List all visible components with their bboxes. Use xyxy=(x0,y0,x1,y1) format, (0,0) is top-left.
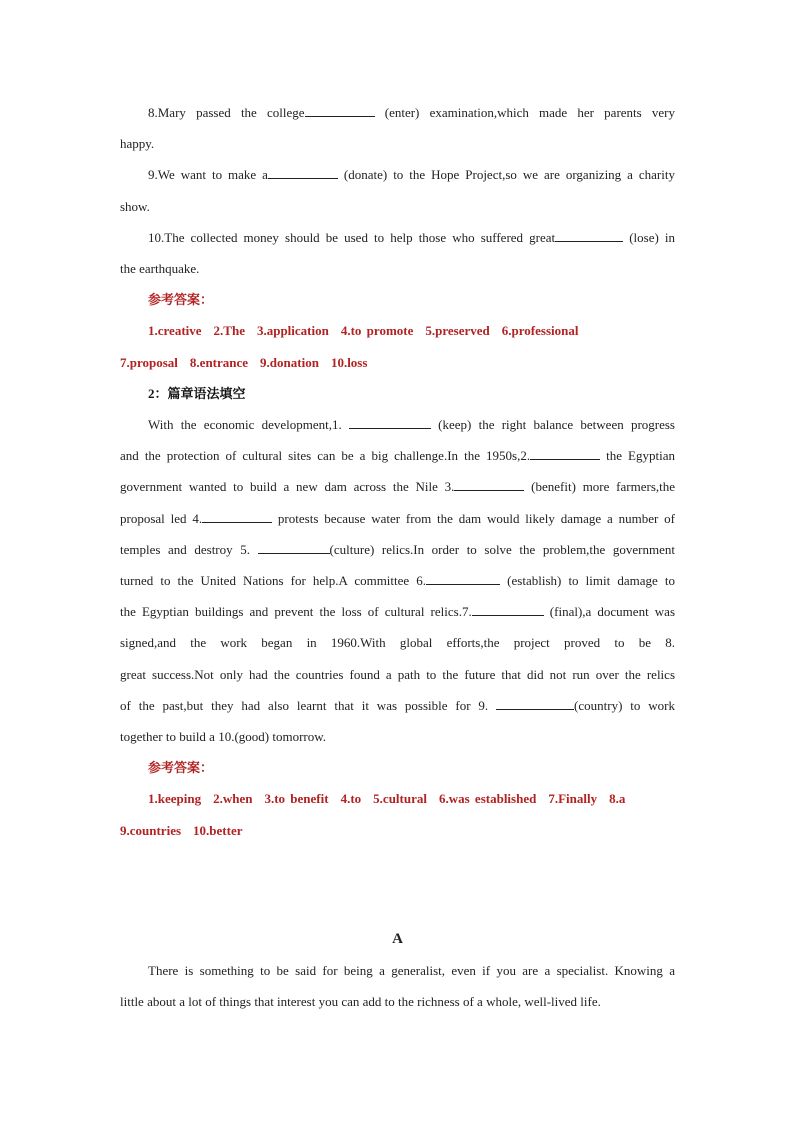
exercise-9-continuation: show. xyxy=(120,198,150,214)
passage-text: (establish) to limit damage to xyxy=(500,573,676,589)
article-paragraph-line: There is something to be said for being a generalist, even if you are a specialist. Knowing a xyxy=(148,962,675,978)
passage-text: (benefit) more farmers,the xyxy=(524,479,676,495)
answer-item: 4.to xyxy=(340,791,362,807)
passage-text: (culture) relics.In order to solve the problem,the government xyxy=(329,541,675,557)
passage-text: temples and destroy 5. xyxy=(120,541,258,557)
exercise-10 xyxy=(120,222,675,253)
answer-item: 8.a xyxy=(609,791,626,807)
answer-item: 5.preserved xyxy=(425,323,490,339)
exercise-text: The collected money should be used to help those who suffered great xyxy=(164,229,556,245)
exercise-text: (donate) to the Hope Project,so we are organizing a charity xyxy=(337,167,675,183)
answer-item: 4.to promote xyxy=(340,323,414,339)
passage-line xyxy=(120,690,675,721)
answer-blank[interactable] xyxy=(268,166,338,179)
answer-item: 9.donation xyxy=(260,354,319,370)
passage-text: protests because water from the dam would likely damage a number of xyxy=(272,510,675,526)
passage-text: proposal led 4. xyxy=(120,510,203,526)
passage-line: signed,and the work began in 1960.With global efforts,the project proved to be 8. xyxy=(120,635,675,651)
answer-item: 5.cultural xyxy=(373,791,427,807)
answer-blank[interactable] xyxy=(258,541,330,554)
answer-key-label: 参考答案： xyxy=(148,292,214,308)
answer-item: 2.when xyxy=(213,791,253,807)
exercise-10-continuation: the earthquake. xyxy=(120,261,200,277)
answer-blank[interactable] xyxy=(496,697,574,710)
answer-key-line xyxy=(120,783,675,814)
answer-item: 7.proposal xyxy=(120,354,178,370)
exercise-number: 8. xyxy=(148,105,158,120)
passage-text: (country) to work xyxy=(574,697,675,713)
answer-item: 3.to benefit xyxy=(264,791,329,807)
answer-blank[interactable] xyxy=(202,510,272,523)
answer-item: 10.loss xyxy=(330,354,368,370)
exercise-text: We want to make a xyxy=(157,167,268,183)
answer-item: 2.The xyxy=(213,323,245,339)
answer-key-line xyxy=(120,347,675,378)
exercise-number: 9. xyxy=(148,167,158,183)
passage-text: and the protection of cultural sites can be a big challenge.In the 1950s,2. xyxy=(120,448,531,464)
answer-item: 10.better xyxy=(193,822,243,838)
exercise-number: 10. xyxy=(148,229,165,245)
exercise-8 xyxy=(120,97,675,128)
answer-item: 8.entrance xyxy=(189,354,249,370)
exercise-text: Mary passed the college xyxy=(157,105,305,120)
passage-line xyxy=(120,565,675,596)
answer-key-line xyxy=(120,815,675,846)
passage-line xyxy=(120,440,675,471)
passage-text: the Egyptian buildings and prevent the loss of cultural relics.7. xyxy=(120,604,472,620)
exercise-text: (lose) in xyxy=(623,229,675,245)
answer-item: 9.countries xyxy=(120,822,182,838)
article-paragraph-line: little about a lot of things that interest you can add to the richness of a whole, well-lived life. xyxy=(120,994,601,1010)
passage-line xyxy=(120,596,675,627)
article-title: A xyxy=(392,930,403,947)
passage-line: great success.Not only had the countries found a path to the future that did not run over the relics xyxy=(120,666,675,682)
passage-text: the Egyptian xyxy=(600,448,675,464)
answer-blank[interactable] xyxy=(305,104,375,117)
answer-item: 7.Finally xyxy=(548,791,598,807)
answer-item: 3.application xyxy=(256,323,329,339)
answer-item: 6.professional xyxy=(501,323,579,339)
answer-blank[interactable] xyxy=(530,447,600,460)
passage-line xyxy=(120,503,675,534)
answer-blank[interactable] xyxy=(555,229,623,242)
exercise-8-continuation: happy. xyxy=(120,136,155,152)
answer-key-label: 参考答案： xyxy=(148,760,214,776)
exercise-text: (enter) examination,which made her parents very xyxy=(374,105,676,120)
passage-line: together to build a 10.(good) tomorrow. xyxy=(120,729,327,745)
answer-blank[interactable] xyxy=(454,478,524,491)
answer-item: 6.was established xyxy=(438,791,537,807)
answer-key-line xyxy=(120,315,675,346)
exercise-9 xyxy=(120,159,675,190)
passage-text: (keep) the right balance between progress xyxy=(430,417,675,433)
passage-line xyxy=(120,534,675,565)
answer-blank[interactable] xyxy=(472,603,544,616)
answer-blank[interactable] xyxy=(426,572,500,585)
passage-text: of the past,but they had also learnt that it was possible for 9. xyxy=(120,697,497,713)
passage-text: (final),a document was xyxy=(543,604,675,620)
answer-blank[interactable] xyxy=(349,416,431,429)
answer-item: 1.creative xyxy=(148,323,202,339)
passage-line xyxy=(120,409,675,440)
document-page xyxy=(120,97,675,1017)
passage-line xyxy=(120,471,675,502)
section-heading: 2：篇章语法填空 xyxy=(148,385,246,401)
answer-item: 1.keeping xyxy=(148,791,202,807)
passage-text: turned to the United Nations for help.A committee 6. xyxy=(120,573,427,589)
passage-text: government wanted to build a new dam across the Nile 3. xyxy=(120,479,455,495)
passage-text: With the economic development,1. xyxy=(148,417,349,433)
